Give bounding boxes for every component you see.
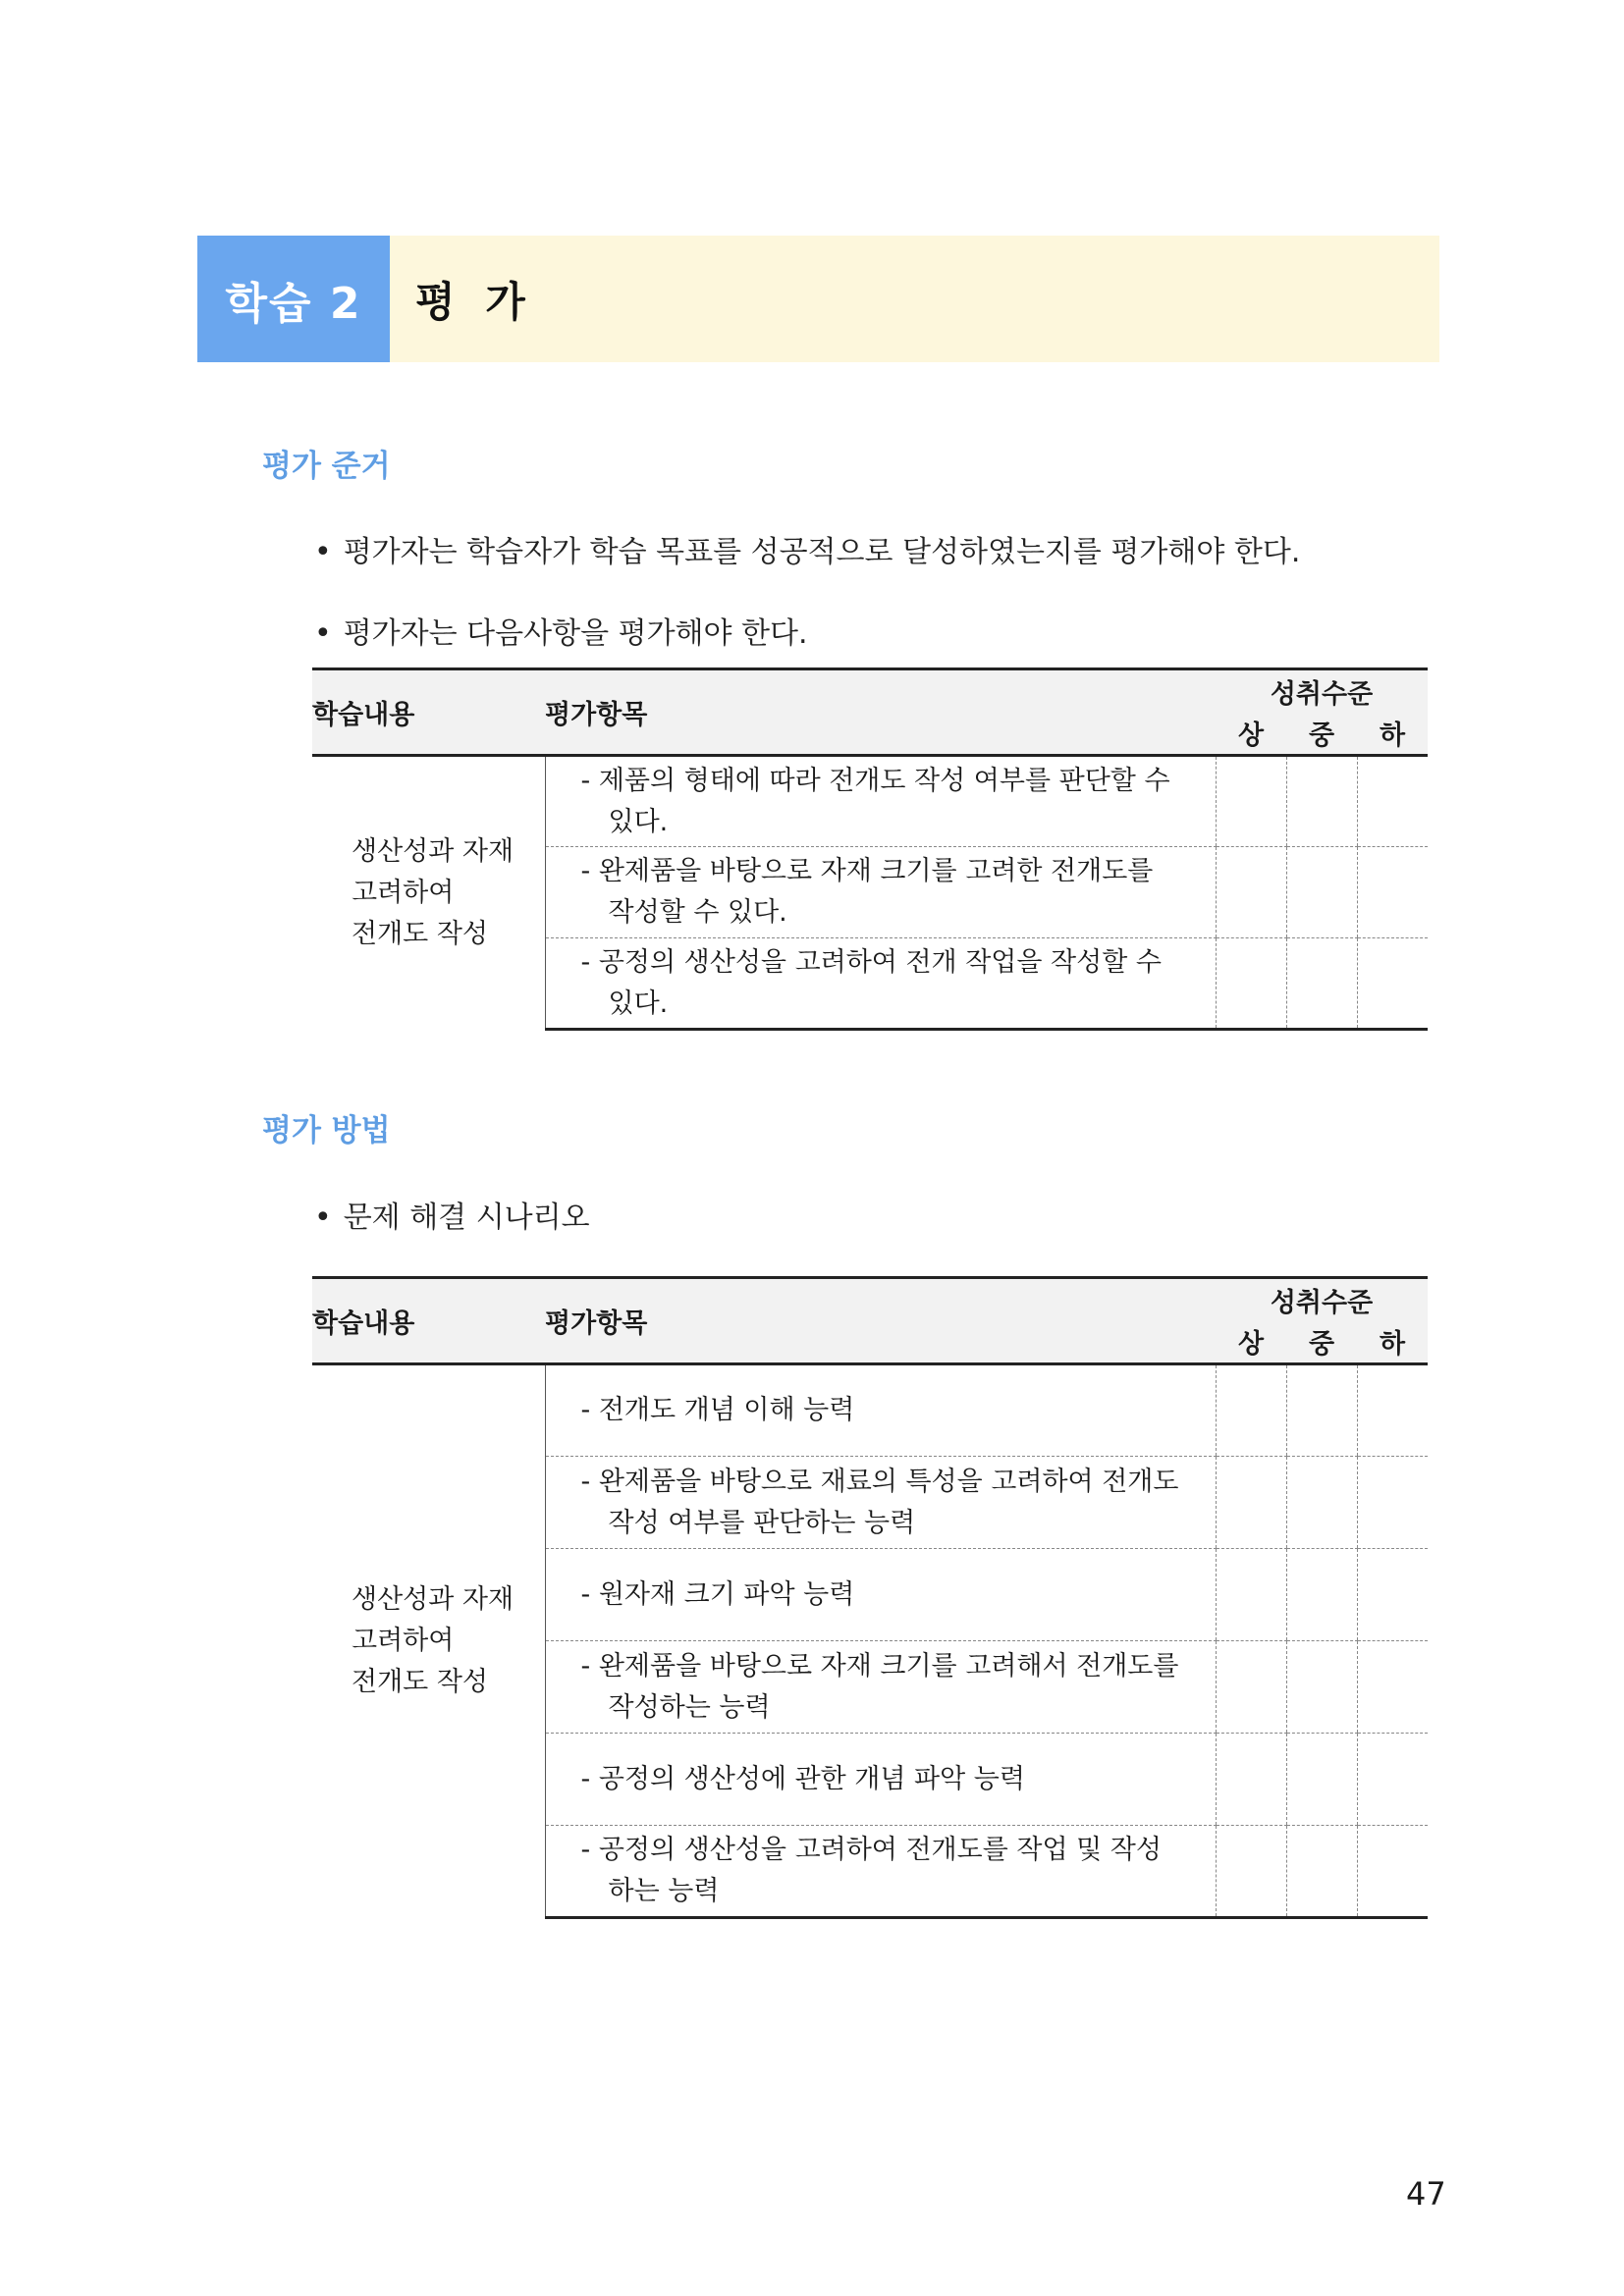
level-high: 상 <box>1216 1321 1286 1364</box>
level-low: 하 <box>1357 1321 1428 1364</box>
criteria-title: 평가 준거 <box>262 449 391 484</box>
content-cell: 생산성과 자재 고려하여 전개도 작성 <box>312 1364 545 1918</box>
page-title: 평 가 <box>390 236 1439 362</box>
check-mid[interactable] <box>1286 1549 1357 1641</box>
method-table <box>312 1276 1428 1919</box>
check-low[interactable] <box>1357 1826 1428 1918</box>
check-high[interactable] <box>1216 1549 1286 1641</box>
check-low[interactable] <box>1357 756 1428 847</box>
check-mid[interactable] <box>1286 1457 1357 1549</box>
check-mid[interactable] <box>1286 938 1357 1030</box>
content-cell: 생산성과 자재 고려하여 전개도 작성 <box>312 756 545 1030</box>
check-high[interactable] <box>1216 1364 1286 1457</box>
check-mid[interactable] <box>1286 1641 1357 1734</box>
table-row-item: - 완제품을 바탕으로 재료의 특성을 고려하여 전개도 작성 여부를 판단하는 능력 <box>545 1457 1216 1549</box>
check-mid[interactable] <box>1286 1734 1357 1826</box>
check-high[interactable] <box>1216 847 1286 938</box>
table-row-item: - 전개도 개념 이해 능력 <box>545 1364 1216 1457</box>
check-low[interactable] <box>1357 1549 1428 1641</box>
check-high[interactable] <box>1216 938 1286 1030</box>
method-title: 평가 방법 <box>262 1113 391 1148</box>
table-row-item: - 공정의 생산성을 고려하여 전개도를 작업 및 작성하는 능력 <box>545 1826 1216 1918</box>
table-row-item: - 완제품을 바탕으로 자재 크기를 고려해서 전개도를 작성하는 능력 <box>545 1641 1216 1734</box>
check-high[interactable] <box>1216 1457 1286 1549</box>
table-row-item: - 완제품을 바탕으로 자재 크기를 고려한 전개도를 작성할 수 있다. <box>545 847 1216 938</box>
section-header <box>197 236 1439 362</box>
header-content: 학습내용 <box>312 1278 545 1364</box>
check-mid[interactable] <box>1286 1826 1357 1918</box>
check-high[interactable] <box>1216 756 1286 847</box>
header-items: 평가항목 <box>545 1278 1216 1364</box>
check-low[interactable] <box>1357 1734 1428 1826</box>
level-mid: 중 <box>1286 1321 1357 1364</box>
level-high: 상 <box>1216 713 1286 756</box>
criteria-bullet-2: • 평가자는 다음사항을 평가해야 한다. <box>314 616 808 651</box>
check-mid[interactable] <box>1286 756 1357 847</box>
header-content: 학습내용 <box>312 669 545 756</box>
check-mid[interactable] <box>1286 1364 1357 1457</box>
check-low[interactable] <box>1357 847 1428 938</box>
table-row-item: - 제품의 형태에 따라 전개도 작성 여부를 판단할 수 있다. <box>545 756 1216 847</box>
table-row-item: - 공정의 생산성에 관한 개념 파악 능력 <box>545 1734 1216 1826</box>
table-row-item: - 원자재 크기 파악 능력 <box>545 1549 1216 1641</box>
table-row-item: - 공정의 생산성을 고려하여 전개 작업을 작성할 수 있다. <box>545 938 1216 1030</box>
header-level: 성취수준 <box>1216 1278 1428 1321</box>
level-mid: 중 <box>1286 713 1357 756</box>
criteria-bullet-1: • 평가자는 학습자가 학습 목표를 성공적으로 달성하였는지를 평가해야 한다. <box>314 535 1301 569</box>
page-number: 47 <box>1406 2175 1446 2213</box>
method-bullet-1: • 문제 해결 시나리오 <box>314 1201 590 1235</box>
criteria-table <box>312 667 1428 1031</box>
header-items: 평가항목 <box>545 669 1216 756</box>
check-low[interactable] <box>1357 1457 1428 1549</box>
header-level: 성취수준 <box>1216 669 1428 713</box>
lesson-number-badge: 학습 2 <box>197 236 390 362</box>
check-high[interactable] <box>1216 1826 1286 1918</box>
check-low[interactable] <box>1357 1641 1428 1734</box>
check-high[interactable] <box>1216 1641 1286 1734</box>
check-high[interactable] <box>1216 1734 1286 1826</box>
check-mid[interactable] <box>1286 847 1357 938</box>
check-low[interactable] <box>1357 1364 1428 1457</box>
check-low[interactable] <box>1357 938 1428 1030</box>
level-low: 하 <box>1357 713 1428 756</box>
